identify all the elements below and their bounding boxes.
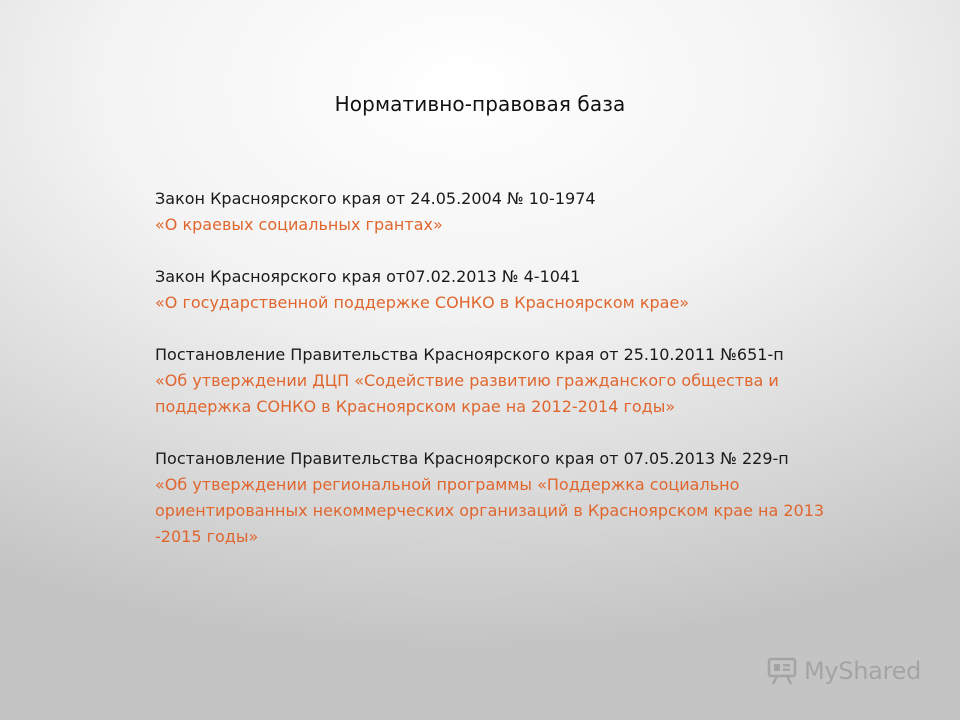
document-law-reference: Постановление Правительства Красноярского края от 07.05.2013 № 229-п xyxy=(155,449,789,468)
document-title: «Об утверждении региональной программы «Поддержка социально ориентированных некоммерческих организаций в Красноярском крае на 2013 -2015 годы» xyxy=(155,475,825,546)
presentation-board-icon xyxy=(766,655,798,687)
slide-title: Нормативно-правовая база xyxy=(334,92,626,116)
document-title: «О краевых социальных грантах» xyxy=(155,215,443,234)
document-law-reference: Закон Красноярского края от 24.05.2004 № 10-1974 xyxy=(155,189,596,208)
document-title: «Об утверждении ДЦП «Содействие развитию гражданского общества и поддержка СОНКО в Красноярском крае на 2012-2014 годы» xyxy=(155,371,779,416)
document-title: «О государственной поддержке СОНКО в Красноярском крае» xyxy=(155,293,690,312)
document-law-reference: Постановление Правительства Красноярского края от 25.10.2011 №651-п xyxy=(155,345,784,364)
document-item xyxy=(155,446,855,550)
document-item xyxy=(155,186,855,238)
document-law-reference: Закон Красноярского края от07.02.2013 № 4-1041 xyxy=(155,267,581,286)
document-item xyxy=(155,342,855,420)
watermark-logo xyxy=(766,655,921,687)
document-item xyxy=(155,264,855,316)
document-list xyxy=(155,186,855,576)
watermark-text: MyShared xyxy=(804,657,922,685)
